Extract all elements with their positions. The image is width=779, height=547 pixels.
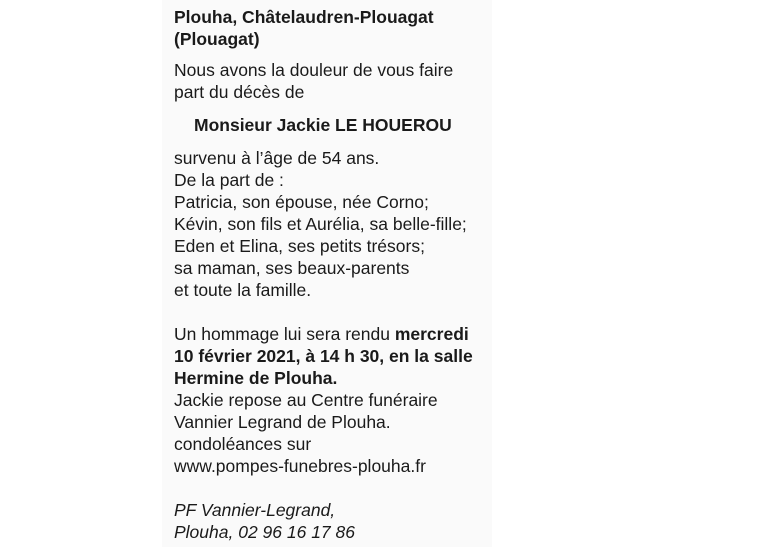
details-line: et toute la famille.: [174, 280, 312, 300]
condolences-line: condoléances sur: [174, 434, 312, 454]
deceased-name: [174, 114, 504, 136]
details-line: survenu à l’âge de 54 ans.: [174, 148, 380, 168]
details-line: sa maman, ses beaux-parents: [174, 258, 410, 278]
ceremony-venue: Hermine de Plouha.: [174, 368, 338, 388]
details-line: Kévin, son fils et Aurélia, sa belle-fille;: [174, 214, 467, 234]
paragraph-spacer: [174, 301, 504, 323]
notice-details: [174, 147, 504, 301]
details-line: Patricia, son épouse, née Corno;: [174, 192, 429, 212]
ceremony-info: [174, 323, 504, 477]
notice-location: [174, 6, 504, 50]
repose-line: Vannier Legrand de Plouha.: [174, 412, 391, 432]
funeral-home-signature: [174, 499, 504, 543]
signature-line: PF Vannier-Legrand,: [174, 500, 336, 520]
intro-line: part du décès de: [174, 82, 305, 102]
deceased-prefix: Monsieur Jackie: [194, 115, 336, 135]
ceremony-day: mercredi: [394, 324, 469, 344]
condolences-website: www.pompes-funebres-plouha.fr: [174, 456, 426, 476]
signature-line: Plouha, 02 96 16 17 86: [174, 522, 355, 542]
ceremony-text: Un hommage lui sera rendu: [174, 324, 395, 344]
ceremony-line: [174, 323, 504, 345]
details-line: Eden et Elina, ses petits trésors;: [174, 236, 425, 256]
location-line: (Plouagat): [174, 29, 260, 49]
obituary-notice: [174, 6, 504, 543]
notice-intro: [174, 59, 504, 103]
intro-line: Nous avons la douleur de vous faire: [174, 60, 454, 80]
location-line: Plouha, Châtelaudren-Plouagat: [174, 7, 434, 27]
repose-line: Jackie repose au Centre funéraire: [174, 390, 438, 410]
paragraph-spacer: [174, 477, 504, 499]
details-line: De la part de :: [174, 170, 284, 190]
ceremony-datetime: 10 février 2021, à 14 h 30, en la salle: [174, 346, 473, 366]
deceased-surname: LE HOUEROU: [335, 115, 452, 135]
